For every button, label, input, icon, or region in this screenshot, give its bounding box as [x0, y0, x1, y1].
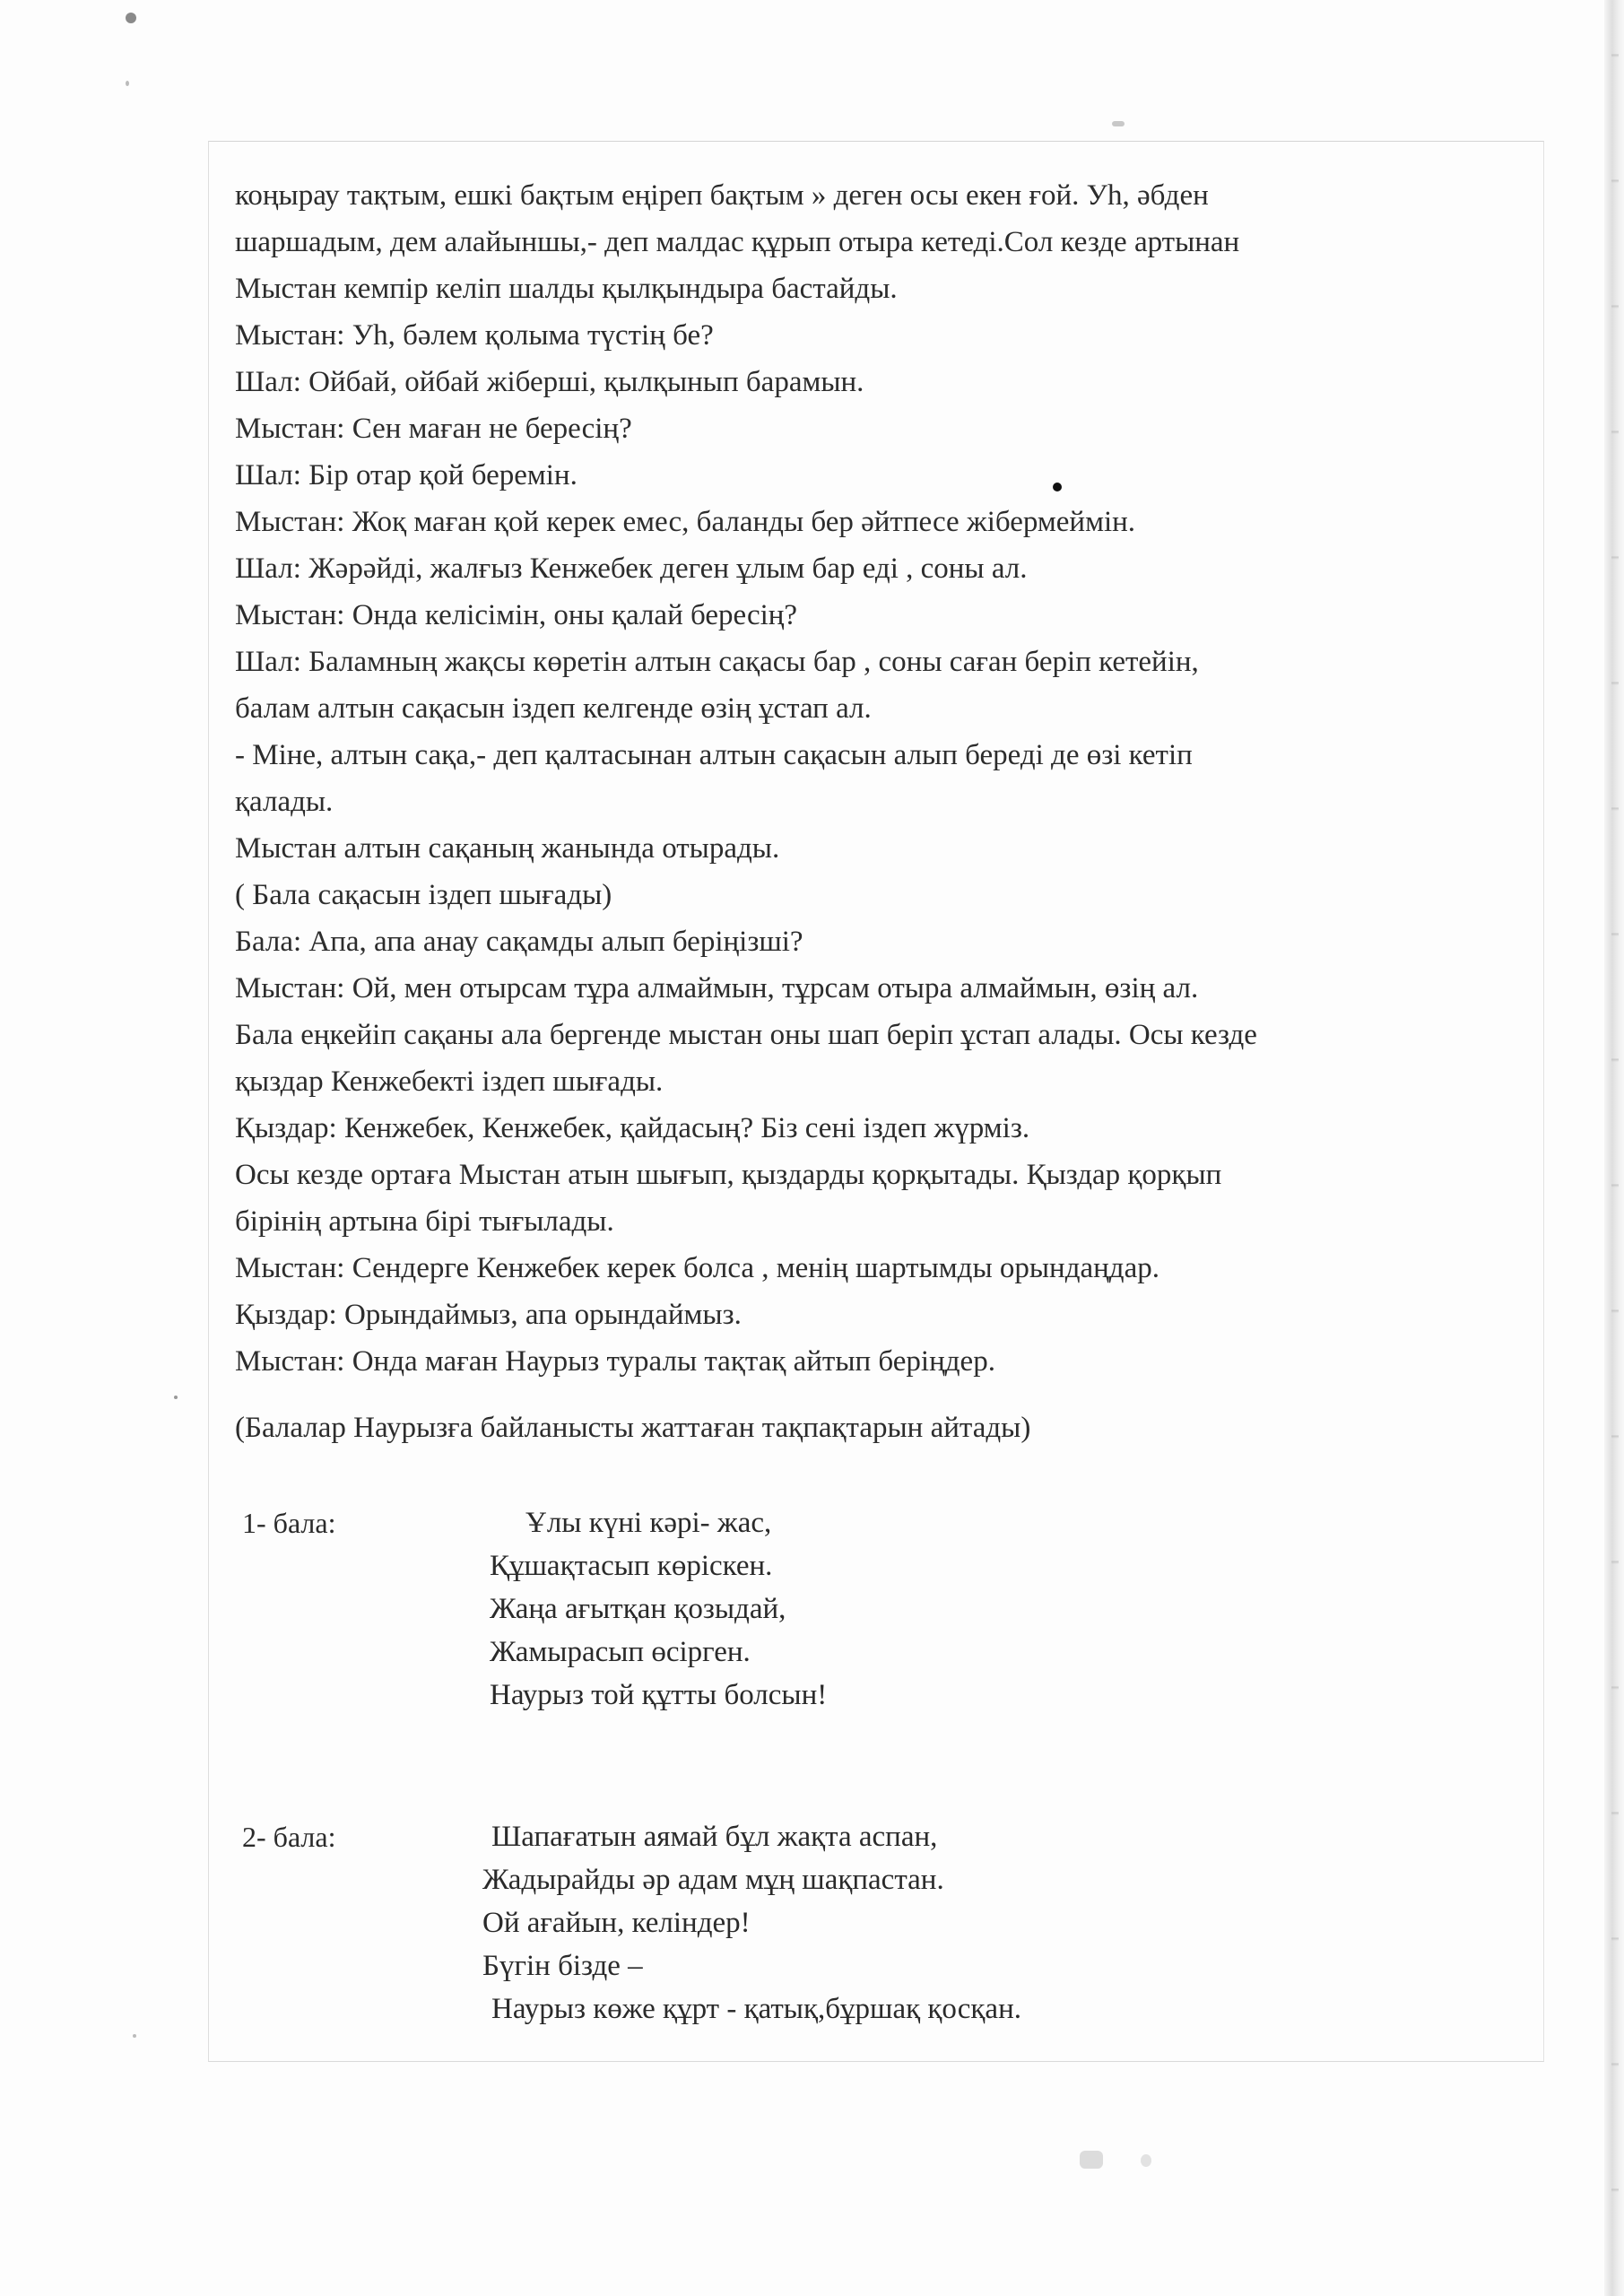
paragraph-line: шаршадым, дем алайыншы,- деп малдас құрып отыра кетеді.Сол кезде артынан	[235, 226, 1240, 258]
scan-speck	[133, 2034, 136, 2038]
poem-line: Құшақтасып көріскен.	[490, 1550, 773, 1582]
dialogue-line: Мыстан: Сен маған не бересің?	[235, 413, 632, 445]
narration-line: Бала еңкейіп сақаны ала бергенде мыстан оны шап беріп ұстап алады. Осы кезде	[235, 1019, 1257, 1051]
poem-line: Бүгін бізде –	[482, 1950, 643, 1982]
scan-speck	[1141, 2154, 1151, 2167]
dialogue-line: Мыстан: Сендерге Кенжебек керек болса , менің шартымды орындаңдар.	[235, 1252, 1159, 1284]
poem-block-2	[235, 1815, 1535, 2031]
poem-line: Жадырайды әр адам мұң шақпастан.	[482, 1864, 944, 1896]
poem-line: Ой ағайын, келіндер!	[482, 1907, 751, 1939]
poem-block-1	[235, 1501, 1535, 1717]
stage-note-line: ( Бала сақасын іздеп шығады)	[235, 879, 612, 911]
dialogue-line: Мыстан: Онда келісімін, оны қалай бересің?	[235, 599, 798, 631]
dialogue-line: Мыстан: Жоқ маған қой керек емес, баланды бер әйтпесе жібермеймін.	[235, 506, 1136, 538]
dialogue-line: Мыстан: Уһ, бәлем қолыма түстің бе?	[235, 319, 714, 352]
poem-line: Жамырасып өсірген.	[490, 1636, 751, 1668]
poem-line: Наурыз той құтты болсын!	[490, 1679, 828, 1711]
dialogue-line: балам алтын сақасын іздеп келгенде өзің ұстап ал.	[235, 692, 872, 725]
poem-speaker-label: 1- бала:	[242, 1507, 336, 1539]
dialogue-line: Шал: Ойбай, ойбай жіберші, қылқынып барамын.	[235, 366, 864, 398]
document-body	[235, 172, 1535, 2031]
narration-line: қыздар Кенжебекті іздеп шығады.	[235, 1065, 664, 1098]
dialogue-line: Мыстан: Ой, мен отырсам тұра алмаймын, тұрсам отыра алмаймын, өзің ал.	[235, 972, 1199, 1004]
scan-speck	[1080, 2151, 1103, 2169]
poem-line: Шапағатын аямай бұл жақта аспан,	[491, 1821, 938, 1853]
narration-line: бірінің артына бірі тығылады.	[235, 1205, 614, 1238]
stage-direction: (Балалар Наурызға байланысты жаттаған тақпақтарын айтады)	[235, 1412, 1031, 1444]
scan-speck	[126, 13, 136, 23]
dialogue-line: Шал: Жәрәйді, жалғыз Кенжебек деген ұлым бар еді , соны ал.	[235, 552, 1028, 585]
poem-line: Жаңа ағытқан қозыдай,	[490, 1593, 786, 1625]
dialogue-line: Шал: Бір отар қой беремін.	[235, 459, 578, 491]
narration-line: қалады.	[235, 786, 334, 818]
narration-line: - Міне, алтын сақа,- деп қалтасынан алтын сақасын алып береді де өзі кетіп	[235, 739, 1193, 771]
poem-line: Наурыз көже құрт - қатық,бұршақ қосқан.	[491, 1993, 1021, 2025]
paragraph-line: коңырау тақтым, ешкі бақтым еңіреп бақтым » деген осы екен ғой. Уһ, әбден	[235, 179, 1209, 212]
dialogue-line: Бала: Апа, апа анау сақамды алып беріңізші?	[235, 926, 803, 958]
scan-speck	[1112, 121, 1125, 126]
scan-edge-noise	[1611, 0, 1619, 2296]
scan-speck	[174, 1396, 178, 1399]
dialogue-line: Қыздар: Кенжебек, Кенжебек, қайдасың? Біз сені іздеп жүрміз.	[235, 1112, 1030, 1144]
poem-line: Ұлы күні кәрі- жас,	[525, 1507, 772, 1539]
narration-line: Осы кезде ортаға Мыстан атын шығып, қыздарды қорқытады. Қыздар қорқып	[235, 1159, 1222, 1191]
dialogue-line: Қыздар: Орындаймыз, апа орындаймыз.	[235, 1299, 742, 1331]
scan-speck	[126, 81, 129, 86]
poem-speaker-label: 2- бала:	[242, 1821, 336, 1853]
narration-line: Мыстан алтын сақаның жанында отырады.	[235, 832, 780, 865]
paragraph-line: Мыстан кемпір келіп шалды қылқындыра бастайды.	[235, 273, 898, 305]
dialogue-line: Шал: Баламның жақсы көретін алтын сақасы бар , соны саған беріп кетейін,	[235, 646, 1199, 678]
dialogue-line: Мыстан: Онда маған Наурыз туралы тақтақ айтып беріңдер.	[235, 1345, 995, 1378]
